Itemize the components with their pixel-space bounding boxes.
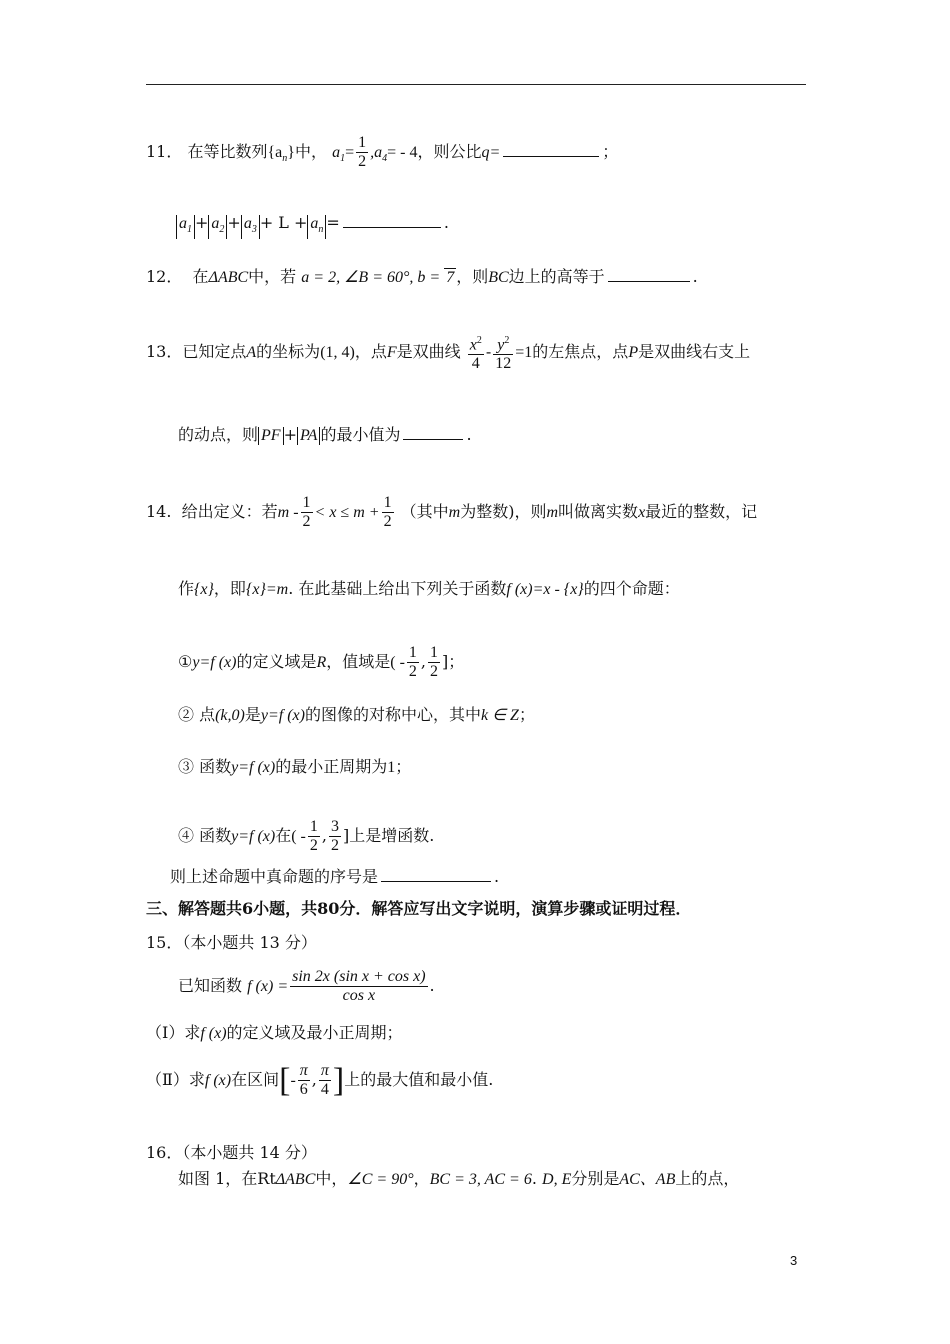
proposition-2: ② 点(k,0)是y=f (x)的图像的对称中心，其中k ∈ Z； xyxy=(178,705,535,724)
question-15-part-1: （Ⅰ）求f (x)的定义域及最小正周期； xyxy=(146,1023,403,1042)
fraction-one-half: $\frac{1}{2}$ xyxy=(358,134,367,170)
question-12: 12． 在ΔABC中，若 a = 2, ∠B = 60°, b = 7 ，则BC边上的高等于 . xyxy=(146,267,698,286)
question-14-def: 作{x}，即{x}=m. 在此基础上给出下列关于函数f (x)=x - {x}的四个命题： xyxy=(178,579,680,598)
question-15-function: 已知函数 f (x) = $\frac{\text{sin 2x (sin x + cos x)}}{\text{cos x}}$ . xyxy=(178,968,435,1004)
proposition-3: ③ 函数y=f (x)的最小正周期为1； xyxy=(178,757,412,776)
proposition-4: ④ 函数y=f (x)在( - $\frac{1}{2}$ , $\frac{3}{2}$ ]上是增函数. xyxy=(178,818,435,854)
section-3-heading: 三、解答题共6小题，共80分．解答应写出文字说明，演算步骤或证明过程． xyxy=(146,899,692,918)
answer-blank xyxy=(403,425,463,440)
answer-blank xyxy=(343,213,441,228)
header-rule xyxy=(146,84,806,85)
question-15-header: 15．（本小题共 13 分） xyxy=(146,933,317,952)
answer-blank xyxy=(503,142,599,157)
answer-blank xyxy=(608,267,690,282)
question-13-cont: 的动点，则 PF + PA 的最小值为 . xyxy=(178,425,472,444)
question-11: 11． 在等比数列$\{a_n\}$中， $a_1=$ $\frac{1}{2}$ $,a_4= - 4$，则公比q= ； xyxy=(146,134,619,170)
question-14-conclusion: 则上述命题中真命题的序号是 . xyxy=(170,867,500,886)
question-11-sum: $a_1 + a_2 + a_3 + L + a_n$ = . xyxy=(176,212,449,239)
question-13: 13．已知定点A的坐标为(1, 4)，点F是双曲线 $\frac{x^2}{4}$ - $\frac{y^2}{12}$ =1的左焦点，点P是双曲线右支上 xyxy=(146,332,750,373)
question-16-header: 16．（本小题共 14 分） xyxy=(146,1143,317,1162)
question-16-text: 如图 1，在RtΔABC中，∠C = 90°，BC = 3, AC = 6. D, E分别是AC、AB上的点， xyxy=(178,1169,740,1188)
answer-blank xyxy=(381,867,491,882)
question-14: 14. 给出定义：若m - $\frac{1}{2}$ < x ≤ m + $\frac{1}{2}$ （其中m为整数)，则m叫做离实数x最近的整数，记 xyxy=(146,494,758,530)
page-number: 3 xyxy=(790,1253,798,1268)
question-15-part-2: （Ⅱ）求f (x)在区间[- $\frac{\pi}{6}$ , $\frac{\pi}{4}$ ]上的最大值和最小值. xyxy=(146,1061,494,1099)
proposition-1: ①y=f (x)的定义域是R，值域是( - $\frac{1}{2}$ , $\frac{1}{2}$ ]； xyxy=(178,644,465,680)
